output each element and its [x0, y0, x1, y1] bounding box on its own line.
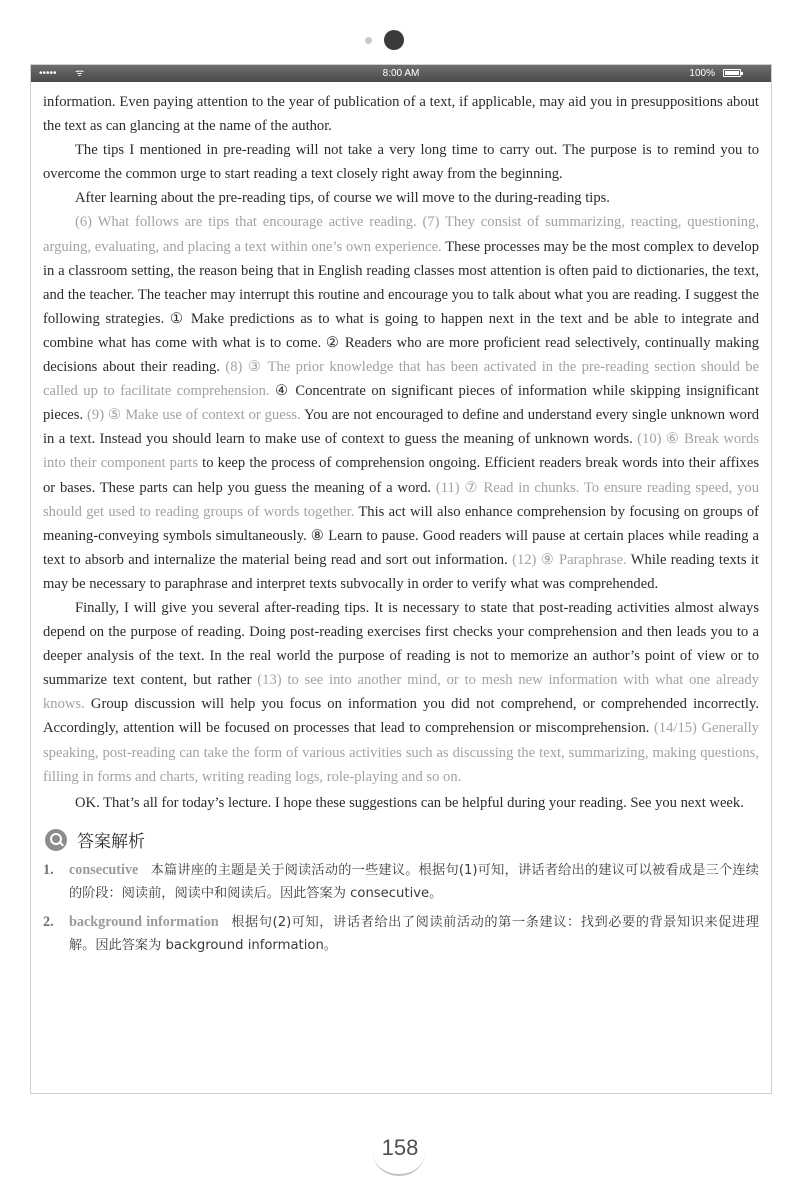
sentence: Finally, I will give you several after-reading tips. It is necessary to state that post-reading activities almost always depend on the purpose of reading. Doing post-reading exercises first checks your comprehension and then leads you to a deeper analysis of the text. In the real world the purpose of reading is not to memorize an author’s point of view or to summarize text content, but rather: [43, 599, 759, 689]
sentence: These processes may be the most complex to develop in a classroom setting, the reason being that in English reading classes most attention is often paid to dictionaries, the text, and the teacher. The teacher may interrupt this routine and encourage you to talk about what you are reading. I suggest the following strategies. ① Make predictions as to what is going to happen next in the text and be able to integrate and combine what has come with what is to come. ② Readers who are more proficient read selectively, continually making decisions about their reading.: [43, 238, 759, 376]
wifi-icon: ᯤ: [75, 68, 85, 79]
signal-icon: •••••: [39, 68, 57, 79]
paragraph: [43, 210, 759, 596]
paragraph-text: information. Even paying attention to the year of publication of a text, if applicable, may aid you in presuppositions about the text as can glancing at the name of the author.: [43, 94, 759, 135]
magnifier-icon: [45, 829, 67, 851]
faded-sentence: (14/15) Generally speaking, post-reading can take the form of various activities such as discussing the text, summarizing, making questions, filling in forms and charts, writing reading logs, role-playing and so on.: [43, 720, 759, 785]
battery-percent: 100%: [689, 68, 715, 79]
paragraph: [43, 138, 759, 186]
answer-analysis: [43, 827, 759, 957]
sentence: While reading texts it may be necessary to paraphrase and interpret texts subvocally in order to verify what was comprehended.: [43, 551, 759, 592]
paragraph-text: After learning about the pre-reading tips, of course we will move to the during-reading tips.: [75, 190, 610, 207]
answer-number: 2.: [43, 913, 54, 930]
faded-sentence: (9) ⑤ Make use of context or guess.: [87, 407, 301, 424]
sentence: ④ Concentrate on significant pieces of information while skipping insignificant pieces.: [43, 383, 759, 424]
answer-item: [43, 859, 759, 905]
device-camera: [0, 30, 800, 50]
sentence: This act will also enhance comprehension by focusing on groups of meaning-conveying symbols simultaneously. ⑧ Learn to pause. Good readers will pause at certain places while reading a text to absorb and internalize the material being read and sort out information.: [43, 503, 759, 568]
battery-icon: [723, 69, 741, 77]
tablet-screen: [30, 64, 772, 1094]
sentence: Group discussion will help you focus on information you did not comprehend, or comprehended incorrectly. Accordingly, attention will be focused on processes that lead to comprehension or miscomprehension.: [43, 696, 759, 737]
answer-explanation: 根据句(2)可知，讲话者给出了阅读前活动的第一条建议：找到必要的背景知识来促进理解。因此答案为 background information。: [69, 914, 759, 953]
faded-sentence: (8) ③ The prior knowledge that has been activated in the pre-reading section should be called up to facilitate comprehension.: [43, 359, 759, 400]
faded-sentence: (12) ⑨ Paraphrase.: [512, 551, 627, 568]
answer-term: background information: [69, 913, 219, 930]
answer-header: [43, 827, 759, 853]
camera-lens: [384, 30, 404, 50]
answer-explanation: 本篇讲座的主题是关于阅读活动的一些建议。根据句(1)可知，讲话者给出的建议可以被看成是三个连续的阶段：阅读前，阅读中和阅读后。因此答案为 consecutive。: [69, 862, 759, 901]
paragraph-text: OK. That’s all for today’s lecture. I hope these suggestions can be helpful during your reading. See you next week.: [75, 794, 744, 811]
sentence: to keep the process of comprehension ongoing. Efficient readers break words into their affixes or bases. These parts can help you guess the meaning of a word.: [43, 455, 759, 496]
answer-title: 答案解析: [77, 832, 145, 853]
status-bar: [31, 65, 771, 82]
faded-sentence: (10) ⑥ Break words into their component parts: [43, 431, 759, 472]
page-number: 158: [363, 1128, 437, 1168]
status-time: 8:00 AM: [382, 68, 420, 79]
answer-term: consecutive: [69, 861, 139, 878]
paragraph: [43, 90, 759, 138]
paragraph: [43, 186, 759, 210]
sentence: You are not encouraged to define and understand every single unknown word in a text. Instead you should learn to make use of context to guess the meaning of unknown words.: [43, 407, 759, 448]
faded-sentence: (6) What follows are tips that encourage active reading. (7) They consist of summarizing, reacting, questioning, arguing, evaluating, and placing a text within one’s own experience.: [43, 214, 759, 255]
paragraph: [43, 596, 759, 789]
faded-sentence: (11) ⑦ Read in chunks. To ensure reading speed, you should get used to reading groups of words together.: [43, 479, 759, 520]
paragraph-text: The tips I mentioned in pre-reading will not take a very long time to carry out. The purpose is to remind you to overcome the common urge to start reading a text closely right away from the beginning.: [43, 142, 759, 183]
faded-sentence: (13) to see into another mind, or to mesh new information with what one already knows.: [43, 672, 759, 713]
lecture-text: [31, 82, 771, 957]
paragraph: [43, 791, 759, 815]
answer-number: 1.: [43, 861, 54, 878]
answer-item: [43, 911, 759, 957]
sensor-dot: [365, 37, 372, 44]
